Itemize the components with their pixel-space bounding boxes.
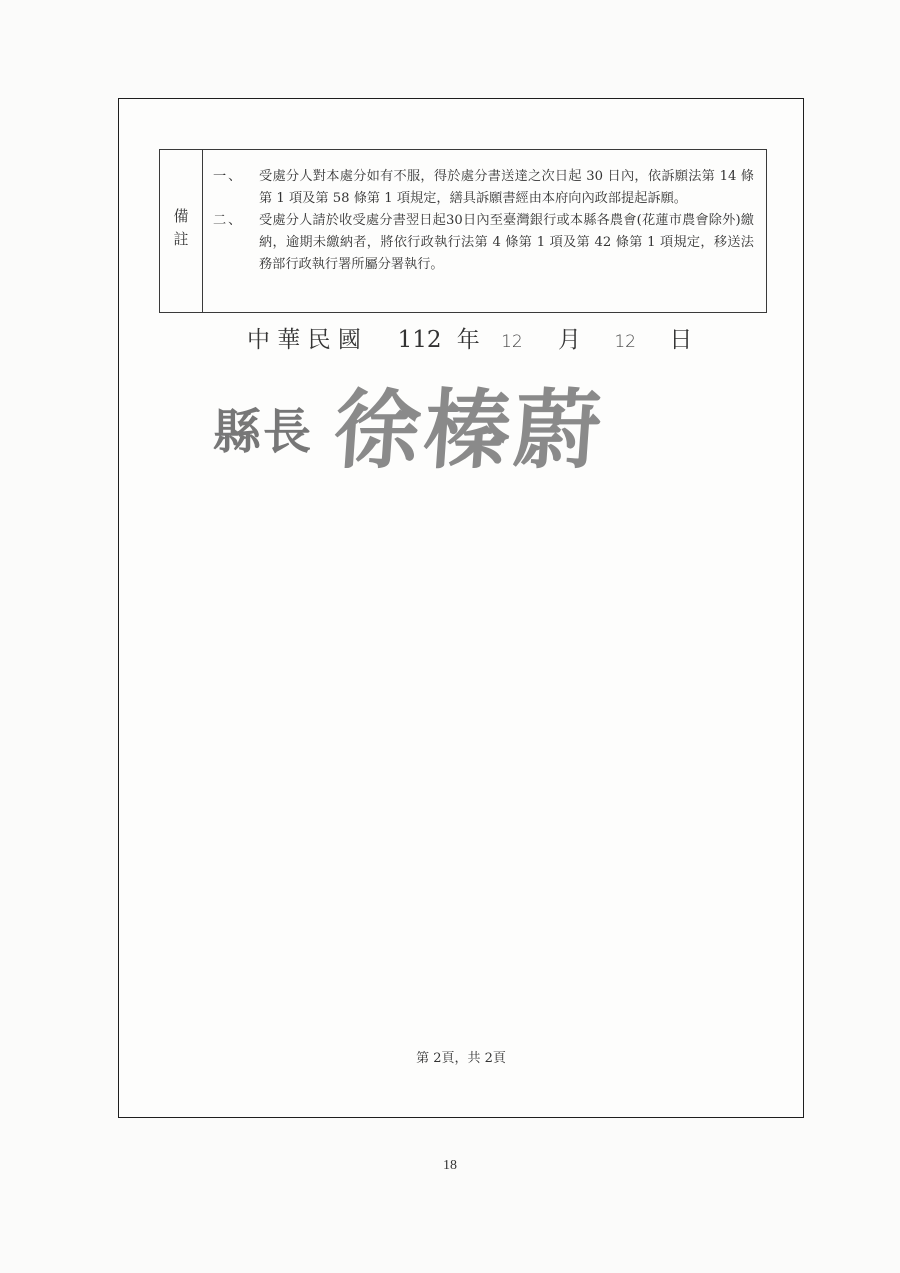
notes-label: 備註 — [171, 208, 190, 254]
notes-body — [203, 150, 766, 312]
date-year-unit: 年 — [456, 327, 480, 353]
date-line — [247, 321, 692, 354]
note-text: 受處分人對本處分如有不服，得於處分書送達之次日起 30 日內，依訴願法第 14 條第 1 項及第 58 條第 1 項規定，繕具訴願書經由本府向內政部提起訴願。 — [259, 169, 754, 206]
note-item-2 — [213, 210, 754, 276]
date-day: 12 — [614, 332, 636, 352]
date-year: 112 — [397, 327, 442, 353]
note-item-1 — [213, 166, 754, 210]
page-of-label: 第 2頁，共 2頁 — [416, 1051, 506, 1066]
note-text: 受處分人請於收受處分書翌日起30日內至臺灣銀行或本縣各農會(花蓮市農會除外)繳納，逾期未繳納者，將依行政執行法第 4 條第 1 項及第 42 條第 1 項規定，移送法務部行政執行署所屬分署執行。 — [259, 213, 754, 272]
date-prefix: 中 華 民 國 — [247, 327, 361, 353]
note-number: 一、 — [213, 169, 244, 184]
note-number: 二、 — [213, 213, 244, 228]
document-frame — [118, 98, 804, 1118]
date-day-unit: 日 — [669, 327, 693, 353]
notes-box — [159, 149, 767, 313]
page-number: 18 — [443, 1158, 457, 1173]
date-month-unit: 月 — [558, 327, 582, 353]
signature-name: 徐榛蔚 — [330, 380, 609, 481]
date-month: 12 — [501, 332, 523, 352]
signature-title: 縣長 — [213, 404, 314, 460]
notes-label-cell — [160, 150, 203, 312]
